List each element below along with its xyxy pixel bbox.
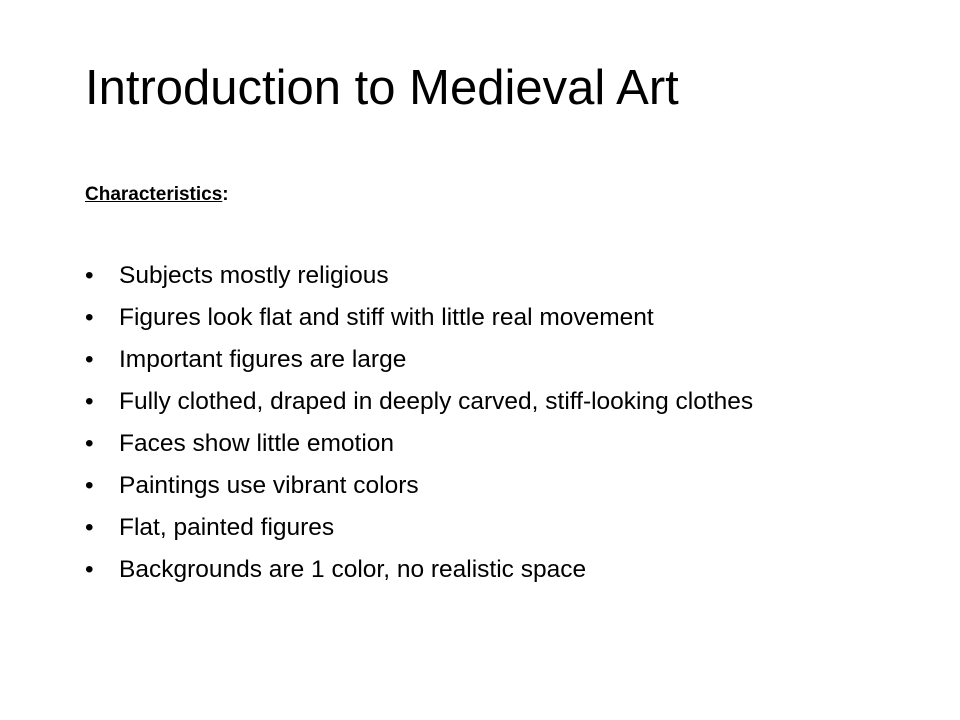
list-item-text: Subjects mostly religious xyxy=(119,262,389,289)
bullet-icon: • xyxy=(85,472,94,499)
bullet-icon: • xyxy=(85,430,94,457)
list-item-text: Faces show little emotion xyxy=(119,430,395,457)
list-item-text: Backgrounds are 1 color, no realistic space xyxy=(119,556,587,583)
bullet-icon: • xyxy=(85,304,94,331)
list-item-text: Fully clothed, draped in deeply carved, stiff-looking clothes xyxy=(119,388,754,415)
bullet-icon: • xyxy=(85,262,94,289)
list-item xyxy=(85,388,875,415)
characteristics-list xyxy=(85,262,875,598)
list-item-text: Paintings use vibrant colors xyxy=(119,472,419,499)
bullet-icon: • xyxy=(85,346,94,373)
list-item xyxy=(85,472,875,499)
list-item xyxy=(85,430,875,457)
list-item xyxy=(85,514,875,541)
section-heading-colon: : xyxy=(222,184,229,205)
list-item-text: Figures look flat and stiff with little real movement xyxy=(119,304,654,331)
slide-title: Introduction to Medieval Art xyxy=(85,61,679,115)
bullet-icon: • xyxy=(85,514,94,541)
section-heading xyxy=(85,184,229,206)
list-item-text: Flat, painted figures xyxy=(119,514,335,541)
bullet-icon: • xyxy=(85,556,94,583)
list-item-text: Important figures are large xyxy=(119,346,407,373)
bullet-icon: • xyxy=(85,388,94,415)
list-item xyxy=(85,262,875,289)
section-heading-label: Characteristics xyxy=(85,184,223,205)
list-item xyxy=(85,304,875,331)
list-item xyxy=(85,556,875,583)
list-item xyxy=(85,346,875,373)
